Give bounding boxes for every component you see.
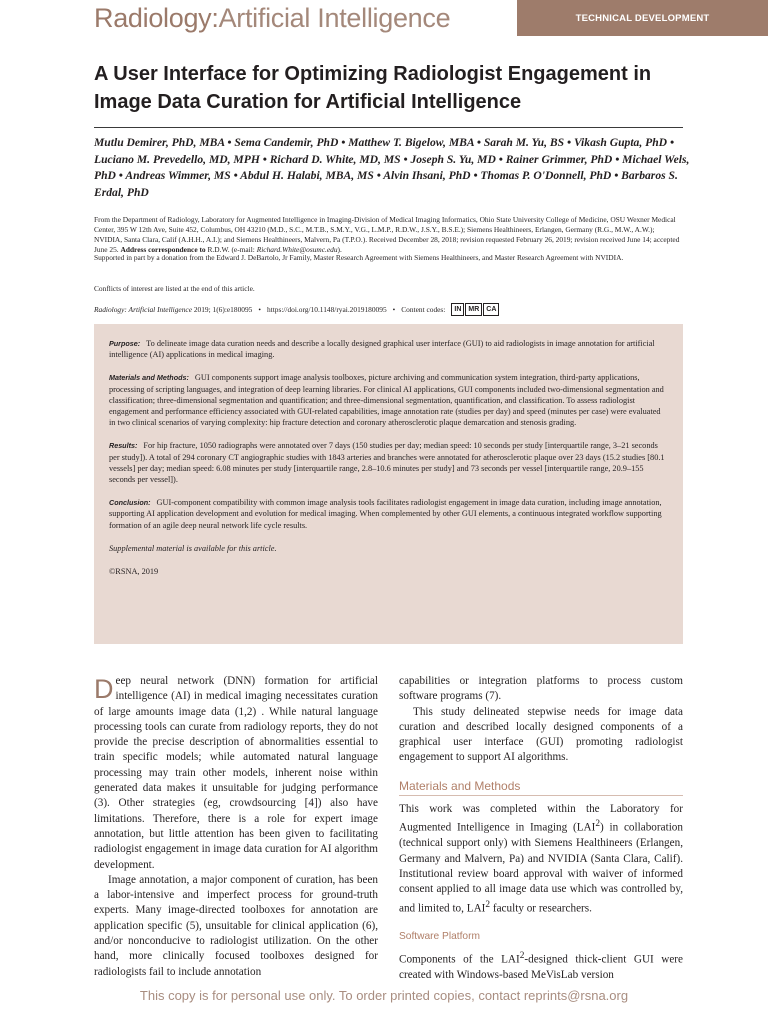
author-name: Alvin Ihsani, PhD bbox=[383, 169, 471, 182]
body-paragraph bbox=[94, 674, 378, 873]
citation-details: 2019; 1(6):e180095 bbox=[193, 305, 253, 314]
author-name: Thomas P. O'Donnell, PhD bbox=[480, 169, 612, 182]
content-codes-label: Content codes: bbox=[401, 305, 446, 314]
drop-cap: D bbox=[94, 674, 114, 704]
author-name: Sema Candemir, PhD bbox=[234, 136, 339, 149]
bullet-sep: • bbox=[392, 305, 396, 314]
author-separator: • bbox=[612, 152, 623, 166]
author-separator: • bbox=[224, 136, 235, 149]
author-separator: • bbox=[338, 136, 349, 149]
paragraph-text: faculty or researchers. bbox=[490, 902, 592, 915]
author-separator: • bbox=[470, 169, 481, 182]
abstract-purpose bbox=[109, 338, 667, 360]
author-name: Andreas Wimmer, MS bbox=[125, 169, 231, 182]
author-separator: • bbox=[373, 169, 384, 182]
author-name: Barbaros S. Erdal, PhD bbox=[94, 169, 678, 199]
journal-name-light: Artificial Intelligence bbox=[218, 3, 451, 33]
author-separator: • bbox=[667, 136, 675, 149]
body-paragraph bbox=[399, 802, 683, 917]
author-separator: • bbox=[259, 152, 270, 166]
correspondence-end: ). bbox=[337, 245, 342, 254]
author-name: Rainer Grimmer, PhD bbox=[505, 152, 613, 166]
author-separator: • bbox=[611, 169, 622, 182]
superscript: 2 bbox=[595, 819, 601, 830]
subsection-heading-platform: Software Platform bbox=[399, 930, 480, 942]
author-name: Luciano M. Prevedello, MD, MPH bbox=[94, 152, 260, 166]
affiliation bbox=[94, 215, 684, 255]
title-divider bbox=[94, 127, 683, 128]
author-name: Joseph S. Yu, MD bbox=[410, 152, 496, 166]
author-separator: • bbox=[473, 136, 484, 149]
author-separator: • bbox=[564, 136, 574, 149]
superscript: 2 bbox=[519, 950, 525, 961]
body-paragraph bbox=[399, 949, 683, 983]
content-code: IN bbox=[451, 303, 464, 316]
body-column-right bbox=[399, 674, 683, 983]
abstract-methods bbox=[109, 372, 667, 428]
abstract-label: Results: bbox=[109, 441, 138, 451]
abstract-conclusion bbox=[109, 497, 667, 531]
paragraph-text: ) in collaboration (technical support only) with Siemens Healthineers (Erlangen, Germany and Malvern, Pa) and NVIDIA (Santa Clara, Calif). Institutional review board approval with waiver of informed consent applied to all image data use which was controlled by, and limited to, LAI bbox=[399, 822, 683, 915]
affiliation-text: From the Department of Radiology, Laboratory for Augmented Intelligence in Imaging-Division of Medical Imaging Informatics, Ohio State University College of Medicine, OSU Wexner Medical Center, 395 W 12th Ave, Suite 452, Columbus, OH 43210 (M.D., S.C., M.T.B., S.M.Y., V.G., L.M.P., R.D.W., J.S.Y., B.S.E.); Siemens Healthineers, Erlangen, Germany (R.G., M.W., A.W.); NVIDIA, Santa Clara, Calif (A.H.H., A.I.); and Siemens Healthineers, Malvern, Pa (T.P.O.). Received December 28, 2018; revision requested February 26, 2019; revision received June 14; accepted June 25. bbox=[94, 215, 680, 254]
citation-doi[interactable]: https://doi.org/10.1148/ryai.2019180095 bbox=[266, 305, 387, 314]
footer-notice: This copy is for personal use only. To order printed copies, contact reprints@rsna.org bbox=[139, 988, 629, 1003]
paragraph-text: -designed thick-client GUI were created with Windows-based MeVisLab version bbox=[399, 953, 684, 981]
abstract-box bbox=[94, 324, 683, 644]
author-name: Mutlu Demirer, PhD, MBA bbox=[94, 136, 225, 149]
section-heading-methods: Materials and Methods bbox=[399, 779, 683, 796]
author-separator: • bbox=[495, 152, 506, 166]
author-separator: • bbox=[115, 169, 126, 182]
correspondence-email[interactable]: Richard.White@osumc.edu bbox=[256, 245, 338, 254]
paragraph-text: Components of the LAI bbox=[399, 953, 520, 966]
superscript: 2 bbox=[485, 899, 491, 910]
bullet-sep: • bbox=[258, 305, 261, 314]
correspondence-label: Address correspondence to bbox=[120, 245, 206, 254]
citation-journal: Radiology: Artificial Intelligence bbox=[94, 305, 192, 314]
abstract-results bbox=[109, 440, 667, 485]
abstract-label: Conclusion: bbox=[109, 498, 151, 508]
body-paragraph: This study delineated stepwise needs for image data curation and described locally designed components of a graphical user interface (GUI) promoting radiologist engagement to support AI algorithms. bbox=[399, 705, 683, 764]
author-name: Richard D. White, MD, MS bbox=[269, 152, 401, 166]
content-codes bbox=[451, 303, 499, 316]
abstract-text: GUI-component compatibility with common image analysis tools facilitates radiologist engagement in image data curation, including image annotation, supporting AI application development and evolution for medical imaging. When complemented by other GUI elements, a continuous integrated workflow supporting formation of an agile deep neural network life cycle results. bbox=[109, 498, 662, 530]
author-name: Sarah M. Yu, BS bbox=[483, 136, 565, 149]
journal-name bbox=[94, 3, 450, 34]
author-list bbox=[94, 135, 694, 201]
author-name: Vikash Gupta, PhD bbox=[573, 136, 668, 149]
author-separator: • bbox=[400, 152, 411, 166]
correspondence-text: R.D.W. (e-mail: bbox=[207, 245, 255, 254]
abstract-text: GUI components support image analysis toolboxes, picture archiving and communication system integration, third-party applications, processing of scripting languages, and integration of deep learning libraries. For clinical AI applications, GUI components included two-dimensional segmentation and classification; three-dimensional segmentation and quantification; and three-dimensional segmentation, quantification, and classification. To assess radiologist engagement and performance efficiency associated with GUI-related capabilities, image annotation rate (studies per day) and speed (minutes per case) were evaluated in two clinical scenarios of varying complexity: hip fracture detection and coronary atherosclerotic plaque demarcation and stenosis grading. bbox=[109, 373, 664, 428]
funding-note: Supported in part by a donation from the Edward J. DeBartolo, Jr Family, Master Research Agreement with Siemens Healthineers, and Master Research Agreement with NVIDIA. bbox=[94, 253, 624, 262]
copyright: ©RSNA, 2019 bbox=[109, 567, 159, 577]
author-name: Matthew T. Bigelow, MBA bbox=[348, 136, 474, 149]
paragraph-text: This work was completed within the Laboratory for Augmented Intelligence in Imaging (LAI bbox=[399, 803, 683, 835]
content-code: CA bbox=[483, 303, 499, 316]
abstract-label: Purpose: bbox=[109, 339, 141, 348]
author-separator: • bbox=[230, 169, 241, 182]
section-tag: TECHNICAL DEVELOPMENT bbox=[517, 0, 768, 36]
conflicts-note: Conflicts of interest are listed at the end of this article. bbox=[94, 284, 255, 293]
paragraph-text: eep neural network (DNN) formation for artificial intelligence (AI) in medical imaging necessitates curation of large amounts image data (1,2) . While natural language processing tools can curate from radiology reports, they do not provide the precise description of abnormalities essential to train specific models; while automated natural language processing may train other models, inherent noise within generated data makes it unsuitable for judging performance (3). Other strategies (eg, crowdsourcing [4]) also have limitations. Therefore, there is a role for expert image annotation, but little attention has been given to facilitating radiologist engagement in image data curation for AI algorithm development. bbox=[94, 675, 378, 871]
abstract-text: To delineate image data curation needs and describe a locally designed graphical user interface (GUI) to aid radiologists in image annotation for artificial intelligence (AI) applications in medical imaging. bbox=[109, 339, 655, 360]
body-paragraph: capabilities or integration platforms to process custom software programs (7). bbox=[399, 675, 683, 703]
journal-name-bold: Radiology: bbox=[94, 3, 219, 33]
abstract-text: For hip fracture, 1050 radiographs were annotated over 7 days (150 studies per day; median speed: 10 seconds per study [interquartile range, 3–21 seconds per study]). A total of 294 coronary CT angiographic studies with 1843 arteries and branches were annotated for atherosclerotic plaque over 23 days (15.2 studies [80.1 vessels] per day; median speed: 6.08 minutes per study [interquartile range, 2.8–10.6 minutes per study] and 73 seconds per vessel [interquartile range, 20.9–155 seconds per vessel]). bbox=[109, 441, 665, 485]
body-paragraph: Image annotation, a major component of curation, has been a labor-intensive and imperfect process for ground-truth experts. Many image-directed toolboxes for annotation are application specific (5), unsuitable for clinical application (6), and/or nonconducive to radiologist utilization. On the other hand, more clinically focused toolboxes designed for radiologists fail to include annotation bbox=[94, 873, 378, 978]
abstract-label: Materials and Methods: bbox=[109, 373, 189, 383]
article-title: A User Interface for Optimizing Radiologist Engagement in Image Data Curation for Artificial Intelligence bbox=[94, 63, 652, 113]
supplemental-note: Supplemental material is available for this article. bbox=[109, 543, 277, 553]
content-code: MR bbox=[465, 303, 482, 316]
citation-line bbox=[94, 303, 499, 316]
body-column-left bbox=[94, 674, 378, 980]
author-name: Abdul H. Halabi, MBA, MS bbox=[240, 169, 374, 182]
author-name: Michael Wels, PhD bbox=[94, 152, 690, 182]
